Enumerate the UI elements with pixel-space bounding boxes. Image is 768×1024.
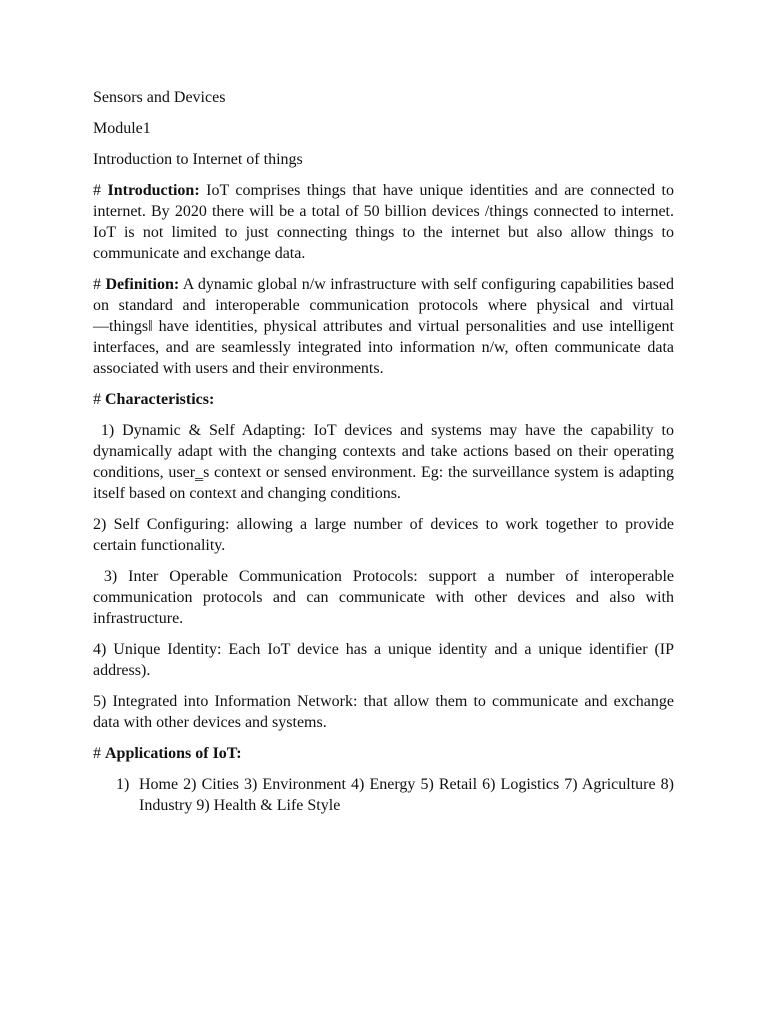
definition-paragraph bbox=[93, 274, 674, 379]
definition-text: A dynamic global n/w infrastructure with self configuring capabilities based on standard and interoperable communication protocols where physical and virtual ―things‖ have identities, physical attributes and virtual personalities and use intelligent interfaces, and are seamlessly integrated into information n/w, often communicate data associated with users and their environments. bbox=[93, 276, 675, 377]
applications-heading-text: Applications of IoT: bbox=[105, 745, 242, 762]
applications-heading bbox=[93, 743, 674, 764]
module-label: Module1 bbox=[93, 120, 151, 137]
characteristics-heading-text: Characteristics: bbox=[105, 391, 215, 408]
intro-label: Introduction: bbox=[107, 182, 200, 199]
characteristic-item-1: 1) Dynamic & Self Adapting: IoT devices and systems may have the capability to dynamically adapt with the changing contexts and take actions based on their operating conditions, user‗s context or sensed environment. Eg: the surveillance system is adapting itself based on context and changing conditions. bbox=[93, 422, 679, 502]
characteristic-item-2: 2) Self Configuring: allowing a large number of devices to work together to provide certain functionality. bbox=[93, 516, 674, 554]
definition-hash: # bbox=[93, 276, 106, 293]
list-item bbox=[93, 774, 674, 816]
list-item-number: 1) bbox=[116, 776, 130, 793]
definition-label: Definition: bbox=[105, 276, 180, 293]
characteristic-item-4: 4) Unique Identity: Each IoT device has a unique identity and a unique identifier (IP address). bbox=[93, 641, 674, 679]
characteristics-hash: # bbox=[93, 391, 105, 408]
characteristic-item-3: 3) Inter Operable Communication Protocols: support a number of interoperable communication protocols and can communicate with other devices and also with infrastructure. bbox=[93, 568, 679, 627]
intro-hash: # bbox=[93, 182, 108, 199]
doc-subtitle: Introduction to Internet of things bbox=[93, 151, 303, 168]
intro-text: IoT comprises things that have unique identities and are connected to internet. By 2020 there will be a total of 50 billion devices /things connected to internet. IoT is not limited to just connecting things to the internet but also allow things to communicate and exchange data. bbox=[93, 182, 675, 262]
document-page bbox=[93, 87, 679, 816]
applications-hash: # bbox=[93, 745, 105, 762]
doc-title: Sensors and Devices bbox=[93, 89, 226, 106]
applications-text: Home 2) Cities 3) Environment 4) Energy 5) Retail 6) Logistics 7) Agriculture 8) Industry 9) Health & Life Style bbox=[139, 776, 674, 814]
applications-list bbox=[93, 774, 674, 816]
characteristics-heading bbox=[93, 389, 674, 410]
characteristic-item-5: 5) Integrated into Information Network: that allow them to communicate and exchange data with other devices and systems. bbox=[93, 693, 674, 731]
intro-paragraph bbox=[93, 180, 674, 264]
